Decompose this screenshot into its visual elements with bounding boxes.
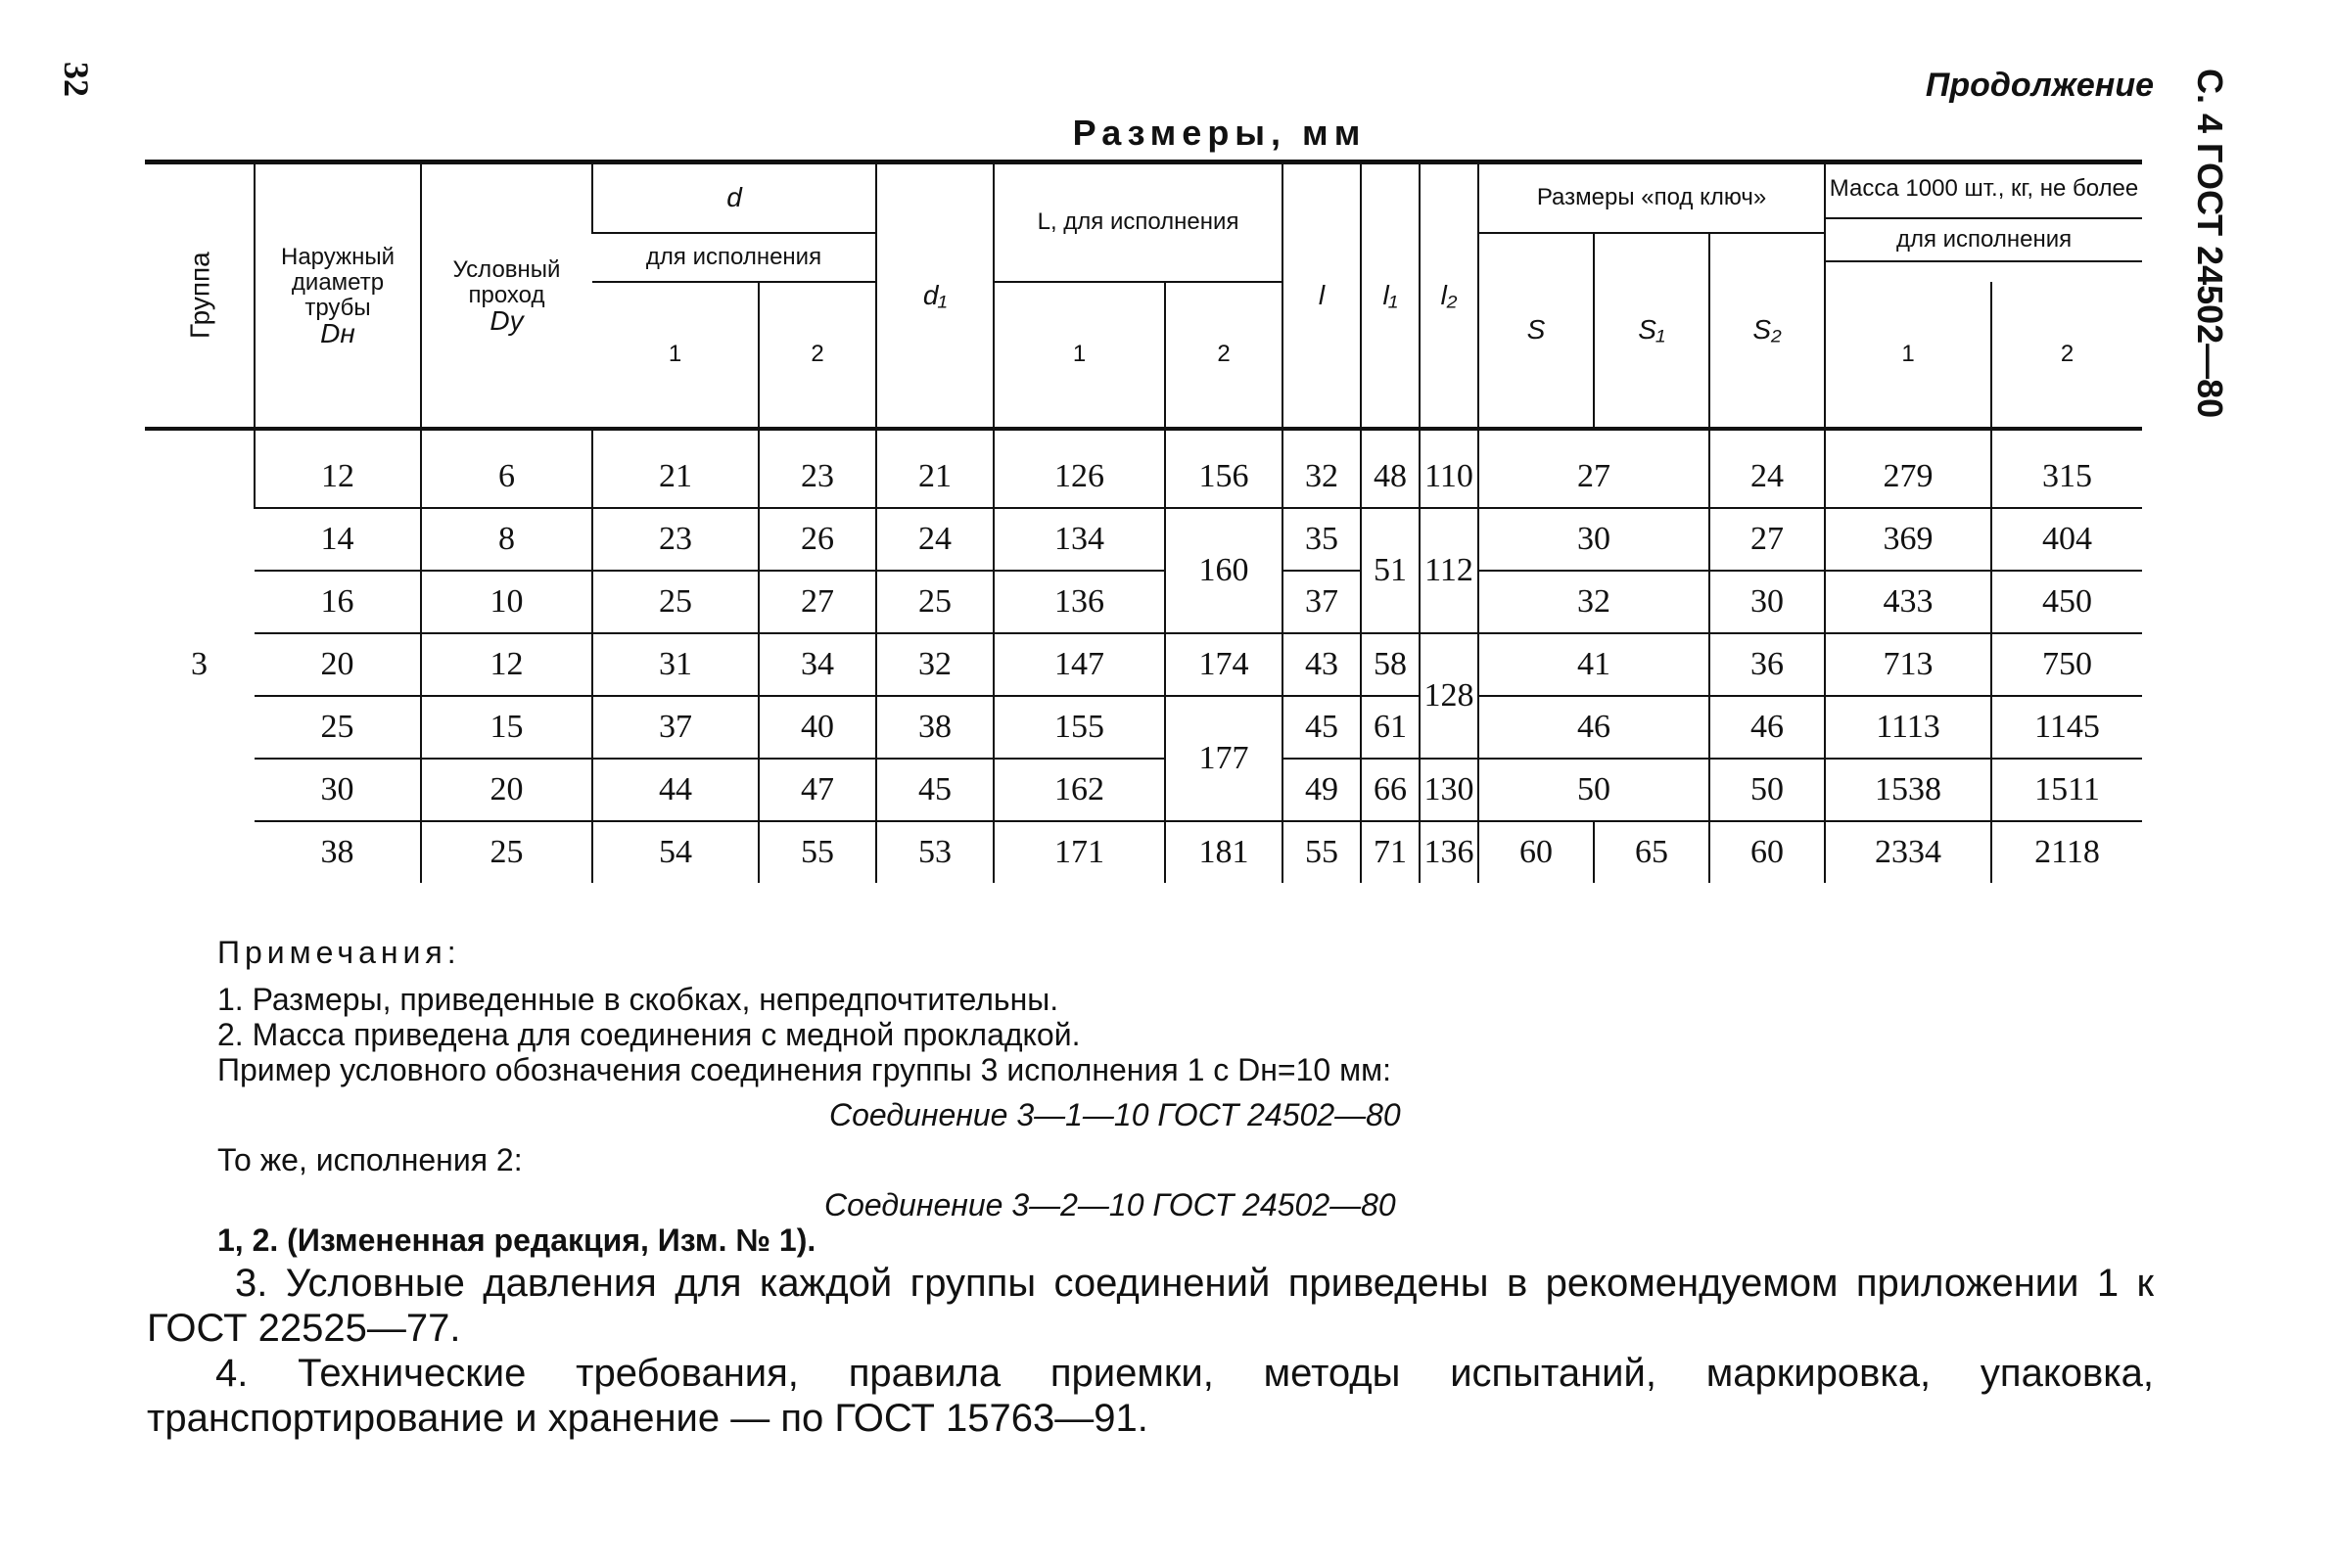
header-mass-sub: для исполнения	[1826, 219, 2142, 262]
cell-d1: 45	[876, 759, 994, 821]
header-mass-v1: 1	[1825, 282, 1991, 429]
header-d-sub: для исполнения	[592, 233, 876, 282]
cell-d2v: 26	[759, 508, 876, 571]
header-nominal-bore	[421, 162, 592, 429]
cell-d2v: 47	[759, 759, 876, 821]
cell-m2: 2118	[1991, 821, 2142, 883]
cell-L1: 126	[994, 429, 1165, 508]
cell-S: 50	[1478, 759, 1709, 821]
cell-S2: 24	[1709, 429, 1825, 508]
cell-d1: 53	[876, 821, 994, 883]
note-same: То же, исполнения 2:	[217, 1142, 523, 1177]
cell-d1v: 25	[592, 571, 759, 633]
header-l2: l₂	[1420, 162, 1478, 429]
cell-L1: 136	[994, 571, 1165, 633]
header-d: d	[592, 162, 876, 233]
cell-dn: 30	[255, 759, 421, 821]
cell-m1: 713	[1825, 633, 1991, 696]
cell-L1: 162	[994, 759, 1165, 821]
header-d1: d₁	[876, 162, 994, 429]
header-L-v1: 1	[994, 282, 1165, 429]
cell-m2: 1511	[1991, 759, 2142, 821]
cell-dn: 16	[255, 571, 421, 633]
cell-dy: 15	[421, 696, 592, 759]
cell-d1v: 21	[592, 429, 759, 508]
header-group: Группа	[145, 162, 255, 429]
table-row	[145, 429, 2142, 508]
cell-m2: 450	[1991, 571, 2142, 633]
cell-d2v: 55	[759, 821, 876, 883]
cell-dn: 20	[255, 633, 421, 696]
note-example-2: Соединение 3—2—10 ГОСТ 24502—80	[824, 1187, 1396, 1222]
header-d-v2: 2	[759, 282, 876, 429]
cell-S: 30	[1478, 508, 1709, 571]
cell-dn: 14	[255, 508, 421, 571]
cell-l: 55	[1282, 821, 1361, 883]
header-d-v1: 1	[668, 341, 682, 367]
note-example-1: Соединение 3—1—10 ГОСТ 24502—80	[829, 1097, 1401, 1132]
cell-m1: 1113	[1825, 696, 1991, 759]
cell-d2v: 27	[759, 571, 876, 633]
notes-block	[217, 935, 1401, 1258]
table-title-text: Размеры, мм	[1072, 113, 1367, 153]
cell-l2: 136	[1420, 821, 1478, 883]
cell-L1: 155	[994, 696, 1165, 759]
cell-S: 60	[1478, 821, 1594, 883]
cell-S2: 46	[1709, 696, 1825, 759]
cell-S2: 30	[1709, 571, 1825, 633]
cell-S: 32	[1478, 571, 1709, 633]
cell-l1: 58	[1361, 633, 1420, 696]
cell-l1: 48	[1361, 429, 1420, 508]
page-number: 32	[57, 62, 96, 97]
cell-S1: 65	[1594, 821, 1709, 883]
cell-dy: 12	[421, 633, 592, 696]
cell-dn: 38	[320, 833, 354, 870]
cell-L2: 160	[1165, 508, 1282, 633]
cell-d1v: 37	[592, 696, 759, 759]
cell-S: 41	[1478, 633, 1709, 696]
paragraph-3: 3. Условные давления для каждой группы соединений приведены в рекомендуемом приложении 1 к ГОСТ 22525—77.	[147, 1262, 2154, 1350]
cell-m1: 2334	[1825, 821, 1991, 883]
cell-m1: 279	[1825, 429, 1991, 508]
cell-d2v: 34	[759, 633, 876, 696]
cell-l: 35	[1282, 508, 1361, 571]
cell-L1: 147	[994, 633, 1165, 696]
header-l1: l₁	[1361, 162, 1420, 429]
cell-dy: 8	[421, 508, 592, 571]
continuation-label: Продолжение	[1925, 67, 2154, 104]
cell-dy: 6	[421, 429, 592, 508]
paragraph-4: 4. Технические требования, правила приемки, методы испытаний, маркировка, упаковка, транспортирование и хранение — по ГОСТ 15763—91.	[147, 1352, 2154, 1440]
table-title	[0, 113, 2331, 154]
table-header	[145, 162, 2142, 429]
note-amendment: 1, 2. (Измененная редакция, Изм. № 1).	[217, 1222, 816, 1258]
cell-l: 43	[1282, 633, 1361, 696]
table-row	[145, 571, 2142, 633]
cell-L2: 177	[1165, 696, 1282, 821]
cell-l2: 128	[1420, 633, 1478, 759]
header-L: L, для исполнения	[994, 162, 1282, 282]
cell-S2: 36	[1709, 633, 1825, 696]
header-outer-diameter-text: Наружный диаметр трубы	[281, 243, 395, 321]
cell-L2: 174	[1165, 633, 1282, 696]
header-outer-diameter-symbol: Dн	[320, 317, 355, 348]
cell-l2: 110	[1420, 429, 1478, 508]
cell-S2: 50	[1709, 759, 1825, 821]
header-mass-v2: 2	[1991, 282, 2142, 429]
header-S1: S₁	[1594, 233, 1709, 429]
cell-l1: 66	[1361, 759, 1420, 821]
notes-title: Примечания:	[217, 935, 461, 970]
cell-m1: 1538	[1825, 759, 1991, 821]
cell-d1: 21	[876, 429, 994, 508]
note-1: 1. Размеры, приведенные в скобках, непредпочтительны.	[217, 982, 1059, 1017]
table-row	[145, 759, 2142, 821]
note-example: Пример условного обозначения соединения группы 3 исполнения 1 с Dн=10 мм:	[217, 1052, 1391, 1087]
cell-m1: 369	[1825, 508, 1991, 571]
cell-m2: 315	[1991, 429, 2142, 508]
header-outer-diameter	[255, 162, 421, 429]
cell-l2: 112	[1420, 508, 1478, 633]
cell-l: 49	[1282, 759, 1361, 821]
header-S2: S₂	[1709, 233, 1825, 429]
header-S: S	[1478, 233, 1594, 429]
cell-l: 45	[1282, 696, 1361, 759]
cell-d2v: 23	[759, 429, 876, 508]
cell-d1: 24	[876, 508, 994, 571]
cell-l: 32	[1282, 429, 1361, 508]
cell-L2: 181	[1165, 821, 1282, 883]
cell-d2v: 40	[759, 696, 876, 759]
note-2: 2. Масса приведена для соединения с медной прокладкой.	[217, 1017, 1081, 1052]
cell-l: 37	[1282, 571, 1361, 633]
header-nominal-bore-text: Условный проход	[452, 255, 561, 308]
running-header-text: С. 4 ГОСТ 24502—80	[2190, 69, 2230, 419]
cell-d1v: 44	[592, 759, 759, 821]
table-row	[145, 508, 2142, 571]
header-nominal-bore-symbol: Dу	[490, 304, 524, 336]
cell-dn: 12	[255, 429, 421, 508]
header-wrench: Размеры «под ключ»	[1478, 162, 1825, 233]
cell-l2: 130	[1420, 759, 1478, 821]
cell-m2: 1145	[1991, 696, 2142, 759]
cell-L1: 171	[994, 821, 1165, 883]
cell-dy: 10	[421, 571, 592, 633]
table-body	[145, 429, 2142, 883]
cell-l1: 61	[1361, 696, 1420, 759]
cell-S2: 27	[1709, 508, 1825, 571]
header-L-v2: 2	[1165, 282, 1282, 429]
cell-S: 46	[1478, 696, 1709, 759]
table-row	[145, 821, 2142, 883]
cell-d1v: 23	[592, 508, 759, 571]
cell-l1: 71	[1361, 821, 1420, 883]
cell-m2: 750	[1991, 633, 2142, 696]
cell-l1: 51	[1361, 508, 1420, 633]
header-l: l	[1282, 162, 1361, 429]
cell-dy: 20	[421, 759, 592, 821]
header-mass	[1825, 162, 2142, 282]
cell-dy: 25	[421, 821, 592, 883]
cell-d1: 32	[876, 633, 994, 696]
cell-d1v: 31	[592, 633, 759, 696]
cell-dn: 25	[255, 696, 421, 759]
cell-group: 3	[191, 645, 208, 682]
dimensions-table	[145, 160, 2142, 883]
cell-d1: 38	[876, 696, 994, 759]
cell-L1: 134	[994, 508, 1165, 571]
header-mass-text: Масса 1000 шт., кг, не более	[1826, 176, 2142, 219]
cell-L2: 156	[1165, 429, 1282, 508]
cell-S2: 60	[1709, 821, 1825, 883]
table-row	[145, 696, 2142, 759]
cell-d1v: 54	[592, 821, 759, 883]
cell-m2: 404	[1991, 508, 2142, 571]
cell-d1: 25	[876, 571, 994, 633]
table-row	[145, 633, 2142, 696]
cell-m1: 433	[1825, 571, 1991, 633]
cell-S: 27	[1478, 429, 1709, 508]
